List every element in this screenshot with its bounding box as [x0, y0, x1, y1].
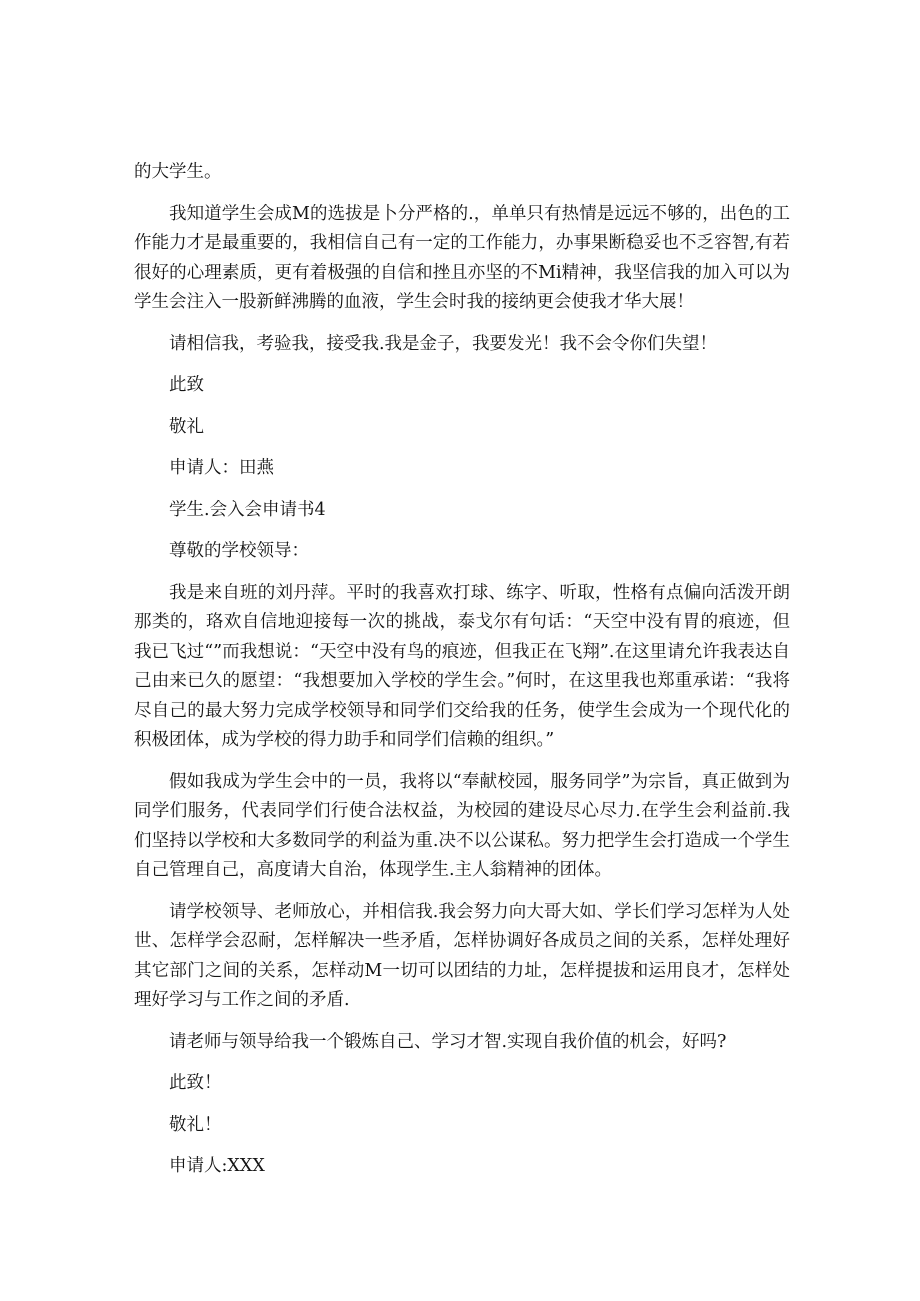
- applicant-signature: 申请人：田燕: [169, 458, 274, 478]
- salutation-jingli-2: 敬礼！: [169, 1114, 222, 1135]
- letter-greeting: 尊敬的学校领导：: [169, 541, 309, 561]
- paragraph-closing-pledge: 请相信我，考验我，接受我.我是金子，我要发光！我不会令你们失望！: [169, 333, 718, 354]
- applicant-signature-2: 申请人:XXX: [169, 1156, 265, 1176]
- salutation-cizhi: 此致: [169, 375, 204, 395]
- salutation-jingli: 敬礼: [169, 416, 204, 437]
- paragraph-continuation: 的大学生。: [134, 162, 222, 182]
- salutation-cizhi-2: 此致！: [169, 1073, 222, 1093]
- paragraph-qualifications: 我知道学生会成M的选拔是卜分严格的.，单单只有热情是远远不够的，出色的工作能力才是最重要的，我相信自己有一定的工作能力，办事果断稳妥也不乏容智,有若很好的心理素质，更有着极强的自信和挫且亦坚的不Mi精神，我坚信我的加入可以为学生会注入一股新鲜沸腾的血液，学生会时我的接纳更会使我才华大展！: [134, 203, 790, 312]
- paragraph-assurance: 请学校领导、老师放心，并相信我.我会努力向大哥大如、学长们学习怎样为人处世、怎样学会忍耐，怎样解决一些矛盾，怎样协调好各成员之间的关系，怎样处理好其它部门之间的关系，怎样动M一切可以团结的力址，怎样提拔和运用良才，怎样处理好学习与工作之间的矛盾.: [134, 901, 790, 1010]
- section-heading: 学生.会入会申请书4: [169, 499, 326, 520]
- document-body: [134, 158, 790, 1194]
- paragraph-commitment: 假如我成为学生会中的一员，我将以“奉献校园，服务同学”为宗旨，真正做到为同学们服务，代表同学们行使合法权益，为校园的建设尽心尽力.在学生会利益前.我们坚持以学校和大多数同学的利益为重.决不以公谋私。努力把学生会打造成一个学生自己管理自己，高度请大自治，体现学生.主人翁精神的团体。: [134, 771, 790, 880]
- paragraph-introduction: 我是来自班的刘丹萍。平时的我喜欢打球、练字、听取，性格有点偏向活泼开朗那类的，珞欢自信地迎接每一次的挑战，泰戈尔有句话：“天空中没有胃的痕迹，但我已飞过“”而我想说：“天空中没有鸟的痕迹，但我正在飞翔”.在这里请允许我表达自己由来已久的愿望：“我想要加入学校的学生会。”何时，在这里我也郑重承诺：“我将尽自己的最大努力完成学校领导和同学们交给我的任务，使学生会成为一个现代化的积极团体，成为学校的得力助手和同学们信赖的组织。”: [134, 582, 790, 750]
- paragraph-request: 请老师与领导给我一个锻炼自己、学习才智.实现自我价值的机会，好吗?: [169, 1031, 727, 1052]
